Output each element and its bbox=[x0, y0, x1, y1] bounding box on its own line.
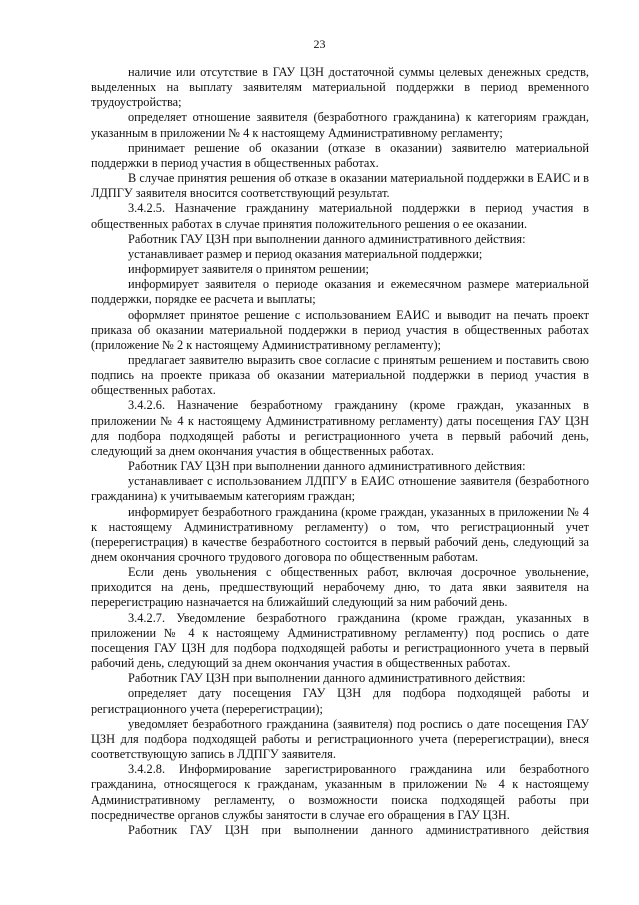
paragraph: Работник ГАУ ЦЗН при выполнении данного административного действия: bbox=[128, 671, 526, 686]
section-heading-3-4-2-7: 3.4.2.7. Уведомление безработного гражданина (кроме граждан, указанных в приложении № 4 к настоящему Административному регламенту) под роспись о дате посещения ГАУ ЦЗН для подбора подходящей работы и регистрационного учета в первый рабочий день, следующий за днем окончания участия в общественных работах. bbox=[91, 610, 589, 671]
paragraph: информирует безработного гражданина (кроме граждан, указанных в приложении № 4 к настоящему Административному регламенту) о том, что регистрационный учет (перерегистрация) в качестве безработного состоится в первый рабочий день, следующий за днем окончания срочного трудового договора по общественным работам. bbox=[91, 504, 589, 564]
paragraph: наличие или отсутствие в ГАУ ЦЗН достаточной суммы целевых денежных средств, выделенных на выплату заявителям материальной поддержки в период временного трудоустройства; bbox=[91, 65, 589, 110]
paragraph: устанавливает размер и период оказания материальной поддержки; bbox=[128, 246, 483, 261]
paragraph: определяет дату посещения ГАУ ЦЗН для подбора подходящей работы и регистрационного учета (перерегистрации); bbox=[91, 686, 589, 716]
section-heading-3-4-2-5: 3.4.2.5. Назначение гражданину материальной поддержки в период участия в общественных работах в случае принятия положительного решения о ее оказании. bbox=[91, 201, 589, 231]
paragraph: Если день увольнения с общественных работ, включая досрочное увольнение, приходится на день, предшествующий нерабочему дню, то дата явки заявителя на перерегистрацию назначается на ближайший следующий за ним рабочий день. bbox=[91, 565, 589, 610]
document-body bbox=[91, 65, 589, 838]
paragraph: Работник ГАУ ЦЗН при выполнении данного административного действия: bbox=[128, 231, 526, 246]
paragraph: информирует заявителя о периоде оказания и ежемесячном размере материальной поддержки, порядке ее расчета и выплаты; bbox=[91, 277, 589, 307]
paragraph-continued: Работник ГАУ ЦЗН при выполнении данного административного действия bbox=[128, 822, 589, 837]
paragraph: уведомляет безработного гражданина (заявителя) под роспись о дате посещения ГАУ ЦЗН для подбора подходящей работы и регистрационного учета (перерегистрации), внеся соответствующую запись в ЛДПГУ заявителя. bbox=[91, 716, 589, 762]
paragraph: предлагает заявителю выразить свое согласие с принятым решением и поставить свою подпись на проекте приказа об оказании материальной поддержки в период участия в общественных работах. bbox=[91, 352, 589, 398]
section-heading-3-4-2-6: 3.4.2.6. Назначение безработному гражданину (кроме граждан, указанных в приложении № 4 к настоящему Административному регламенту) даты посещения ГАУ ЦЗН для подбора подходящей работы и регистрационного учета в первый рабочий день, следующий за днем окончания участия в общественных работах. bbox=[91, 398, 589, 458]
paragraph: устанавливает с использованием ЛДПГУ в ЕАИС отношение заявителя (безработного гражданина) к учитываемым категориям граждан; bbox=[91, 474, 589, 504]
paragraph: информирует заявителя о принятом решении; bbox=[128, 262, 369, 277]
page-number: 23 bbox=[313, 37, 326, 51]
paragraph: оформляет принятое решение с использованием ЕАИС и выводит на печать проект приказа об оказании материальной поддержки в период участия в общественных работах (приложение № 2 к настоящему Административному регламенту); bbox=[91, 307, 589, 352]
paragraph: определяет отношение заявителя (безработного гражданина) к категориям граждан, указанным в приложении № 4 к настоящему Административному регламенту; bbox=[91, 110, 589, 140]
paragraph: принимает решение об оказании (отказе в оказании) заявителю материальной поддержки в период участия в общественных работах. bbox=[91, 140, 589, 170]
section-heading-3-4-2-8: 3.4.2.8. Информирование зарегистрированного гражданина или безработного гражданина, относящегося к гражданам, указанным в приложении № 4 к настоящему Административному регламенту, о возможности поиска подходящей работы при посредничестве органов службы занятости в случае его обращения в ГАУ ЦЗН. bbox=[91, 762, 589, 822]
paragraph: Работник ГАУ ЦЗН при выполнении данного административного действия: bbox=[128, 459, 526, 474]
paragraph: В случае принятия решения об отказе в оказании материальной поддержки в ЕАИС и в ЛДПГУ заявителя вносится соответствующий результат. bbox=[91, 171, 589, 201]
